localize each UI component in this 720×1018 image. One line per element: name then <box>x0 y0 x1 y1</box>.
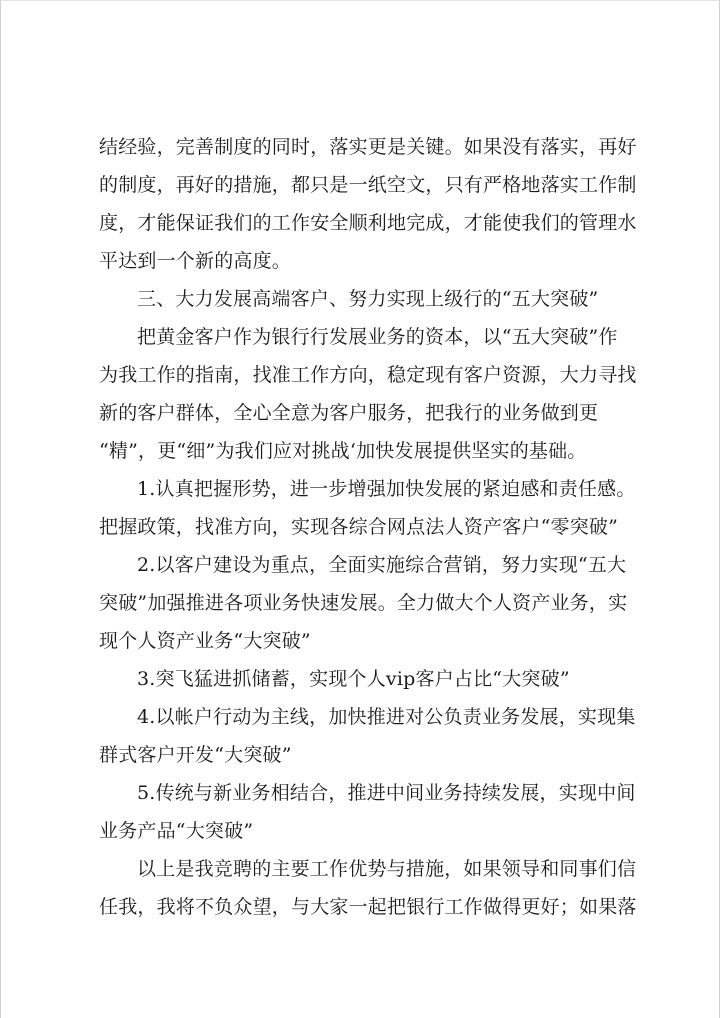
text-line: 为我工作的指南，找准工作方向，稳定现有客户资源，大力寻找 <box>99 364 637 386</box>
text-line: 度，才能保证我们的工作安全顺利地完成，才能使我们的管理水 <box>99 212 637 234</box>
text-line: 新的客户群体，全心全意为客户服务，把我行的业务做到更 <box>99 402 599 424</box>
list-item: 4.以帐户行动为主线，加快推进对公负责业务发展，实现集 <box>137 706 636 728</box>
text-line: 的制度，再好的措施，都只是一纸空文，只有严格地落实工作制 <box>99 174 637 196</box>
text-line: 任我，我将不负众望，与大家一起把银行工作做得更好；如果落 <box>99 896 637 918</box>
text-line: 现个人资产业务“大突破” <box>99 630 311 652</box>
list-item: 2.以客户建设为重点，全面实施综合营销，努力实现“五大 <box>137 554 627 576</box>
text-line: 结经验，完善制度的同时，落实更是关键。如果没有落实，再好 <box>99 136 637 158</box>
list-item: 3.突飞猛进抓储蓄，实现个人vip客户占比“大突破” <box>137 668 570 690</box>
text-line: 平达到一个新的高度。 <box>99 250 292 272</box>
list-item: 5.传统与新业务相结合，推进中间业务持续发展，实现中间 <box>137 782 636 804</box>
text-line: 以上是我竞聘的主要工作优势与措施，如果领导和同事们信 <box>137 858 637 880</box>
section-heading: 三、大力发展高端客户、努力实现上级行的“五大突破” <box>137 288 599 310</box>
text-line: 突破”加强推进各项业务快速发展。全力做大个人资产业务，实 <box>99 592 628 614</box>
text-line: “精”，更“细”为我们应对挑战‘加快发展提供坚实的基础。 <box>99 440 587 462</box>
text-line: 群式客户开发“大突破” <box>99 744 292 766</box>
text-line: 把握政策，找准方向，实现各综合网点法人资产客户“零突破” <box>99 516 619 538</box>
text-line: 把黄金客户作为银行行发展业务的资本，以“五大突破”作 <box>137 326 618 348</box>
list-item: 1.认真把握形势，进一步增强加快发展的紧迫感和责任感。 <box>137 478 636 500</box>
text-line: 业务产品“大突破” <box>99 820 254 842</box>
